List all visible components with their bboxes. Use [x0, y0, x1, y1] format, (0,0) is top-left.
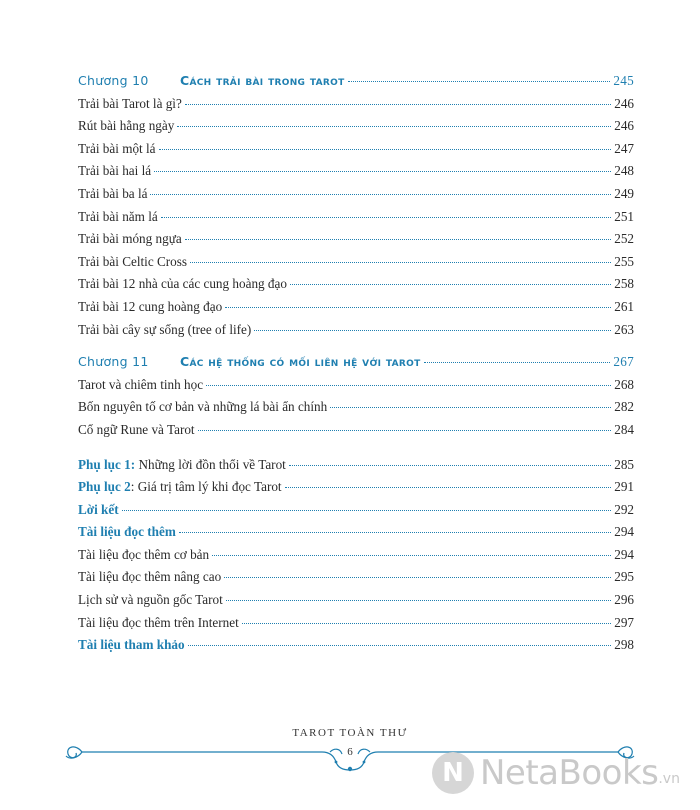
dot-leader — [206, 385, 611, 386]
page-number: 297 — [614, 614, 634, 630]
entry-title: Trải bài năm lá — [78, 208, 158, 224]
appendix-title: : Giá trị tâm lý khi đọc Tarot — [130, 479, 282, 495]
appendix-title: Những lời đồn thổi về Tarot — [135, 456, 286, 472]
page-number: 291 — [614, 479, 634, 495]
dot-leader — [289, 465, 611, 466]
dot-leader — [159, 149, 612, 150]
page-number: 298 — [614, 637, 634, 653]
page-number: 249 — [614, 185, 634, 201]
entry-title: Trải bài 12 cung hoàng đạo — [78, 298, 223, 314]
entry-title: Cổ ngữ Rune và Tarot — [78, 421, 195, 437]
entry-title: Lời kết — [78, 501, 119, 517]
page-number: 247 — [614, 140, 634, 156]
dot-leader — [290, 284, 611, 285]
page-number-footer: 6 — [347, 746, 353, 758]
dot-leader — [150, 194, 611, 195]
dot-leader — [348, 81, 611, 82]
entry-title: Trải bài móng ngựa — [78, 231, 182, 247]
references-entry[interactable] — [78, 637, 634, 660]
page-number: 255 — [614, 253, 634, 269]
toc-entry[interactable] — [78, 254, 634, 277]
watermark-brand: NetaBooks — [480, 753, 659, 793]
toc-entry[interactable] — [78, 231, 634, 254]
page-number: 282 — [614, 399, 634, 415]
dot-leader — [185, 239, 611, 240]
entry-title: Trải bài một lá — [78, 140, 156, 156]
chapter-number: Chương 10 — [78, 73, 149, 88]
toc-entry[interactable] — [78, 299, 634, 322]
page-number: 295 — [614, 569, 634, 585]
entry-title: Tài liệu đọc thêm nâng cao — [78, 569, 222, 585]
toc-entry[interactable] — [78, 377, 634, 400]
running-footer-title: TAROT TOÀN THƯ — [292, 727, 408, 739]
page-number: 258 — [614, 276, 634, 292]
appendix-label: Phụ lục 1: — [78, 456, 136, 472]
toc-entry[interactable] — [78, 322, 634, 345]
dot-leader — [179, 532, 611, 533]
page-number: 268 — [614, 376, 634, 392]
netabooks-logo-icon: N — [432, 752, 474, 794]
entry-title: Lịch sử và nguồn gốc Tarot — [78, 592, 223, 608]
dot-leader — [226, 600, 611, 601]
chapter-title: Cách trải bài trong tarot — [180, 73, 345, 88]
dot-leader — [122, 510, 612, 511]
page-number: 267 — [613, 354, 634, 370]
toc-entry[interactable] — [78, 186, 634, 209]
entry-title: Trải bài hai lá — [78, 163, 152, 179]
page-number: 285 — [614, 456, 634, 472]
appendix-1-entry[interactable] — [78, 457, 634, 480]
dot-leader — [188, 645, 612, 646]
entry-title: Trải bài Tarot là gì? — [78, 95, 182, 111]
entry-title: Trải bài Celtic Cross — [78, 253, 188, 269]
page-number: 246 — [614, 95, 634, 111]
toc-entry[interactable] — [78, 547, 634, 570]
dot-leader — [225, 307, 611, 308]
entry-title: Tarot và chiêm tinh học — [78, 376, 204, 392]
page-number: 263 — [614, 321, 634, 337]
page-number: 245 — [613, 73, 634, 88]
entry-title: Tài liệu tham khảo — [78, 637, 185, 653]
entry-title: Bốn nguyên tố cơ bản và những lá bài ẩn chính — [78, 399, 328, 415]
toc-entry[interactable] — [78, 141, 634, 164]
toc-entry[interactable] — [78, 276, 634, 299]
toc-entry[interactable] — [78, 96, 634, 119]
toc-entry[interactable] — [78, 592, 634, 615]
dot-leader — [185, 104, 611, 105]
watermark — [432, 752, 680, 794]
watermark-tld: .vn — [658, 771, 680, 787]
page-number: 284 — [614, 421, 634, 437]
chapter-number: Chương 11 — [78, 354, 149, 370]
toc-entry[interactable] — [78, 615, 634, 638]
entry-title: Trải bài 12 nhà của các cung hoàng đạo — [78, 276, 287, 292]
entry-title: Trải bài ba lá — [78, 185, 148, 201]
page-number: 261 — [614, 298, 634, 314]
toc-entry[interactable] — [78, 422, 634, 445]
dot-leader — [285, 487, 612, 488]
page-number: 292 — [614, 501, 634, 517]
page-number: 248 — [614, 163, 634, 179]
entry-title: Rút bài hằng ngày — [78, 118, 175, 134]
chapter-title: Các hệ thống có mối liên hệ với tarot — [180, 354, 421, 370]
dot-leader — [224, 577, 611, 578]
page-number: 296 — [614, 592, 634, 608]
toc-entry[interactable] — [78, 569, 634, 592]
dot-leader — [254, 330, 611, 331]
afterword-entry[interactable] — [78, 502, 634, 525]
page-number: 294 — [614, 524, 634, 540]
chapter-10-heading[interactable] — [78, 73, 634, 96]
entry-title: Tài liệu đọc thêm cơ bản — [78, 546, 210, 562]
dot-leader — [161, 217, 611, 218]
dot-leader — [242, 623, 611, 624]
dot-leader — [330, 407, 611, 408]
further-reading-heading[interactable] — [78, 524, 634, 547]
dot-leader — [154, 171, 611, 172]
dot-leader — [177, 126, 611, 127]
page-number: 251 — [614, 208, 634, 224]
page-number: 294 — [614, 546, 634, 562]
page-number: 252 — [614, 231, 634, 247]
toc-entry[interactable] — [78, 209, 634, 232]
toc-entry[interactable] — [78, 399, 634, 422]
dot-leader — [198, 430, 612, 431]
toc-entry[interactable] — [78, 163, 634, 186]
dot-leader — [212, 555, 611, 556]
dot-leader — [190, 262, 611, 263]
entry-title: Tài liệu đọc thêm trên Internet — [78, 614, 239, 630]
toc-entry[interactable] — [78, 118, 634, 141]
table-of-contents — [78, 73, 634, 660]
dot-leader — [424, 362, 611, 363]
entry-title: Trải bài cây sự sống (tree of life) — [78, 321, 252, 337]
chapter-11-heading[interactable] — [78, 354, 634, 377]
appendix-label: Phụ lục 2 — [78, 479, 131, 495]
page-number: 246 — [614, 118, 634, 134]
appendix-2-entry[interactable] — [78, 479, 634, 502]
entry-title: Tài liệu đọc thêm — [78, 524, 176, 540]
